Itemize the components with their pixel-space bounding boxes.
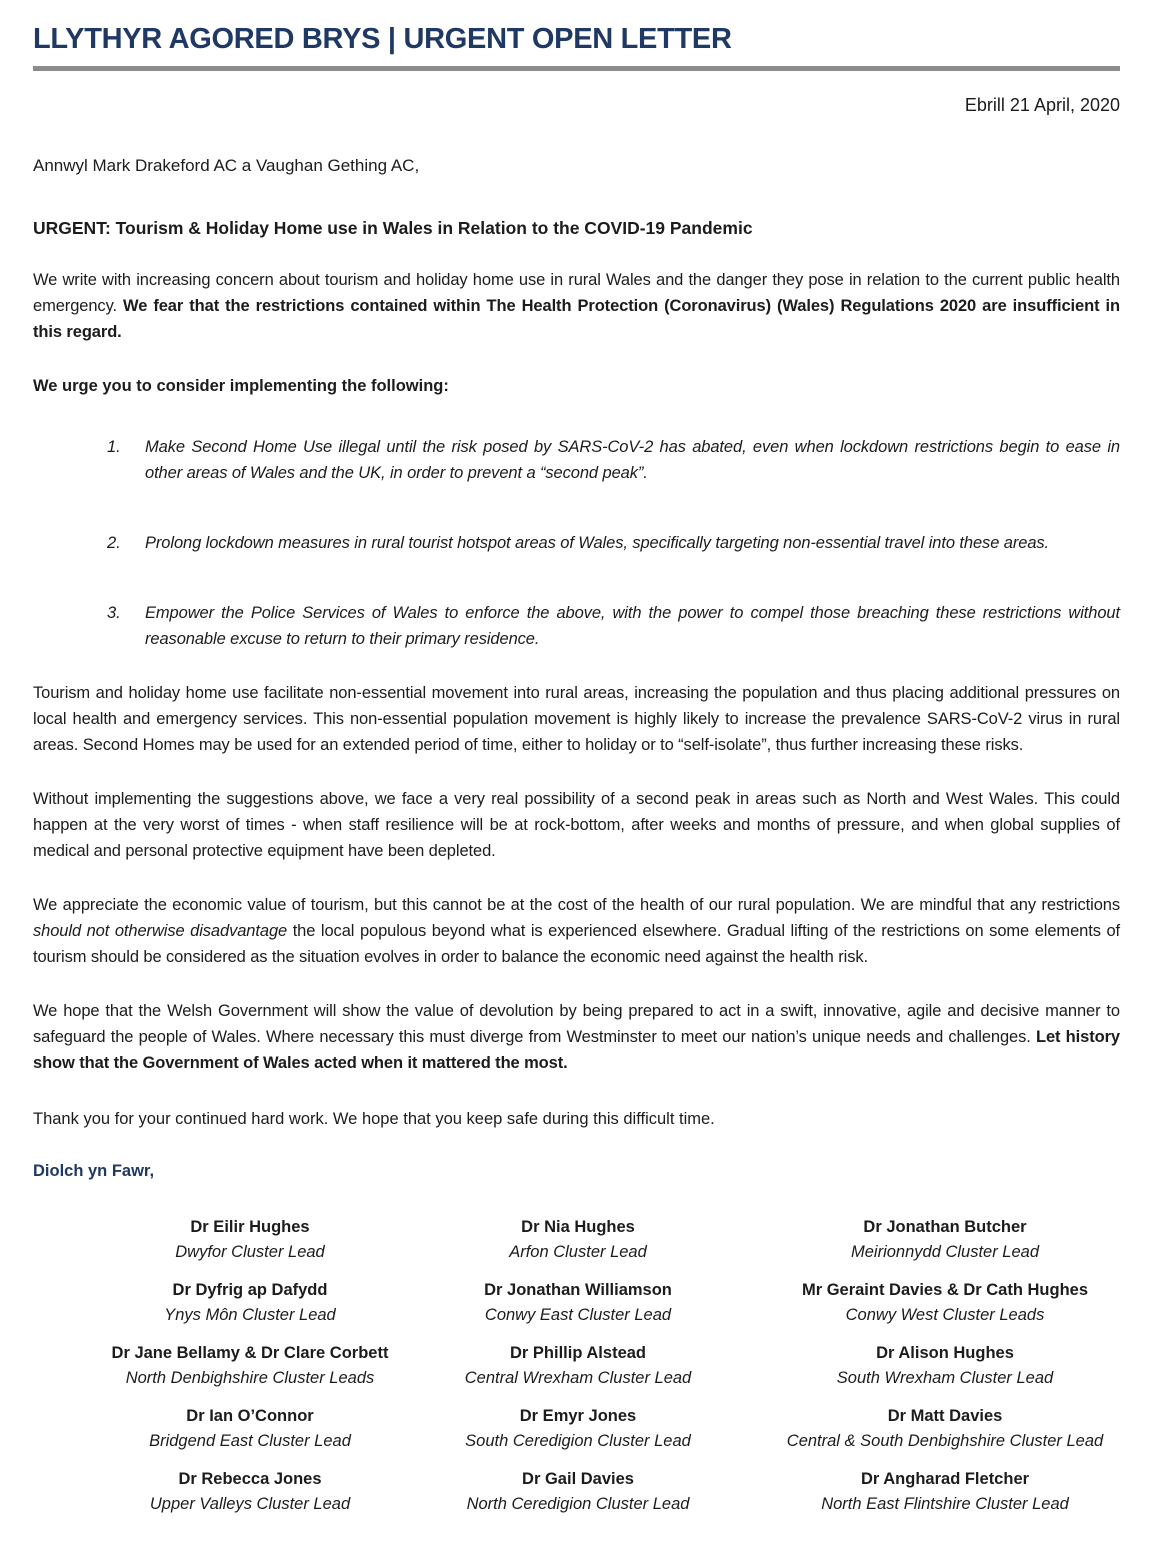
paragraph-hope-welsh-government: We hope that the Welsh Government will show the value of devolution by being prepared to act in a swift, innovative, agile and decisive manner to safeguard the people of Wales. Where necessary this must diverge from Westminster to meet our nation’s unique needs and challenges. Let history show that the Government of Wales acted when it mattered the most.	[33, 1001, 1120, 1072]
signatory-cell	[78, 1278, 422, 1328]
signatory-name: Dr Matt Davies	[887, 1406, 1003, 1425]
signatory-name: Dr Gail Davies	[522, 1469, 634, 1488]
paragraph-without-implementing: Without implementing the suggestions above, we face a very real possibility of a second peak in areas such as North and West Wales. This could happen at the very worst of times - when staff resilience will be at rock-bottom, after weeks and months of pressure, and when global supplies of medical and personal protective equipment have been depleted.	[33, 789, 1120, 860]
signatory-name: Dr Angharad Fletcher	[860, 1469, 1030, 1488]
signatory-name: Dr Jonathan Butcher	[863, 1217, 1027, 1236]
demand-item-2-text: Prolong lockdown measures in rural tourist hotspot areas of Wales, specifically targeting non-essential travel into these areas.	[145, 533, 1050, 552]
signatory-cell	[734, 1278, 1153, 1328]
letter-date: Ebrill 21 April, 2020	[964, 94, 1120, 115]
thank-you-line: Thank you for your continued hard work. We hope that you keep safe during this difficult time.	[33, 1109, 715, 1128]
signatory-role: Dwyfor Cluster Lead	[175, 1242, 325, 1261]
signatory-role: Conwy West Cluster Leads	[845, 1305, 1045, 1324]
signatory-role: South Ceredigion Cluster Lead	[465, 1431, 691, 1450]
signatory-cell	[734, 1404, 1153, 1454]
demand-item-3	[107, 600, 1120, 652]
signatory-cell	[422, 1467, 734, 1517]
signatory-cell	[78, 1467, 422, 1517]
closing-line: Diolch yn Fawr,	[33, 1161, 155, 1180]
signatory-cell	[422, 1278, 734, 1328]
demand-item-3-number: 3.	[107, 603, 121, 622]
signatory-role: Central & South Denbighshire Cluster Lead	[786, 1431, 1104, 1450]
title-underline-rule	[33, 66, 1120, 71]
salutation: Annwyl Mark Drakeford AC a Vaughan Gething AC,	[33, 155, 420, 175]
signatory-role: Bridgend East Cluster Lead	[149, 1431, 351, 1450]
signatory-role: Upper Valleys Cluster Lead	[149, 1494, 351, 1513]
signatory-name: Dr Ian O’Connor	[186, 1406, 314, 1425]
paragraph-tourism: Tourism and holiday home use facilitate non-essential movement into rural areas, increasing the population and thus placing additional pressures on local health and emergency services. This non-essential population movement is highly likely to increase the prevalence SARS-CoV-2 virus in rural areas. Second Homes may be used for an extended period of time, either to holiday or to “self-isolate”, thus further increasing these risks.	[33, 683, 1120, 754]
paragraph-appreciate-economy: We appreciate the economic value of tourism, but this cannot be at the cost of the health of our rural population. We are mindful that any restrictions should not otherwise disadvantage the local populous beyond what is experienced elsewhere. Gradual lifting of the restrictions on some elements of tourism should be considered as the situation evolves in order to balance the economic need against the health risk.	[33, 895, 1121, 966]
signatory-cell	[422, 1215, 734, 1265]
subject-heading: URGENT: Tourism & Holiday Home use in Wales in Relation to the COVID-19 Pandemic	[33, 217, 753, 238]
signatory-name: Dr Emyr Jones	[519, 1406, 637, 1425]
signatory-cell	[422, 1341, 734, 1391]
signatory-cell	[734, 1467, 1153, 1517]
signatory-name: Dr Jane Bellamy & Dr Clare Corbett	[111, 1343, 389, 1362]
signatory-role: North Denbighshire Cluster Leads	[125, 1368, 375, 1387]
signatory-role: North Ceredigion Cluster Lead	[466, 1494, 690, 1513]
demand-item-1-text: Make Second Home Use illegal until the risk posed by SARS-CoV-2 has abated, even when lockdown restrictions begin to ease in other areas of Wales and the UK, in order to prevent a “second peak”.	[145, 437, 1120, 482]
demand-list	[33, 434, 1120, 652]
signatory-name: Dr Nia Hughes	[521, 1217, 635, 1236]
signatory-cell	[78, 1404, 422, 1454]
signatory-name: Dr Eilir Hughes	[190, 1217, 310, 1236]
signatory-role: Central Wrexham Cluster Lead	[464, 1368, 692, 1387]
demand-item-2-number: 2.	[107, 533, 121, 552]
urge-heading: We urge you to consider implementing the following:	[33, 376, 449, 395]
signatory-role: Meirionnydd Cluster Lead	[850, 1242, 1040, 1261]
demand-item-1-number: 1.	[107, 437, 121, 456]
paragraph-intro: We write with increasing concern about tourism and holiday home use in rural Wales and the danger they pose in relation to the current public health emergency. We fear that the restrictions contained within The Health Protection (Coronavirus) (Wales) Regulations 2020 are insufficient in this regard.	[33, 270, 1120, 341]
demand-item-3-text: Empower the Police Services of Wales to enforce the above, with the power to compel those breaching these restrictions without reasonable excuse to return to their primary residence.	[145, 603, 1120, 648]
signatory-cell	[78, 1341, 422, 1391]
signatory-name: Dr Rebecca Jones	[178, 1469, 322, 1488]
signatory-cell	[734, 1215, 1153, 1265]
signatory-cell	[734, 1341, 1153, 1391]
signatory-role: Ynys Môn Cluster Lead	[164, 1305, 336, 1324]
demand-item-1	[107, 434, 1120, 486]
letter-title: LLYTHYR AGORED BRYS | URGENT OPEN LETTER	[33, 23, 732, 55]
signatory-role: South Wrexham Cluster Lead	[836, 1368, 1054, 1387]
signatory-cell	[78, 1215, 422, 1265]
signatory-name: Dr Dyfrig ap Dafydd	[172, 1280, 328, 1299]
signatory-role: Arfon Cluster Lead	[509, 1242, 647, 1261]
signatory-name: Dr Jonathan Williamson	[484, 1280, 672, 1299]
signatory-role: North East Flintshire Cluster Lead	[821, 1494, 1069, 1513]
demand-item-2	[107, 530, 1120, 556]
signatories-grid	[33, 1215, 1120, 1517]
signatory-name: Dr Alison Hughes	[876, 1343, 1014, 1362]
signatory-name: Dr Phillip Alstead	[510, 1343, 646, 1362]
signatory-role: Conwy East Cluster Lead	[484, 1305, 672, 1324]
signatory-cell	[422, 1404, 734, 1454]
signatory-name: Mr Geraint Davies & Dr Cath Hughes	[801, 1280, 1089, 1299]
